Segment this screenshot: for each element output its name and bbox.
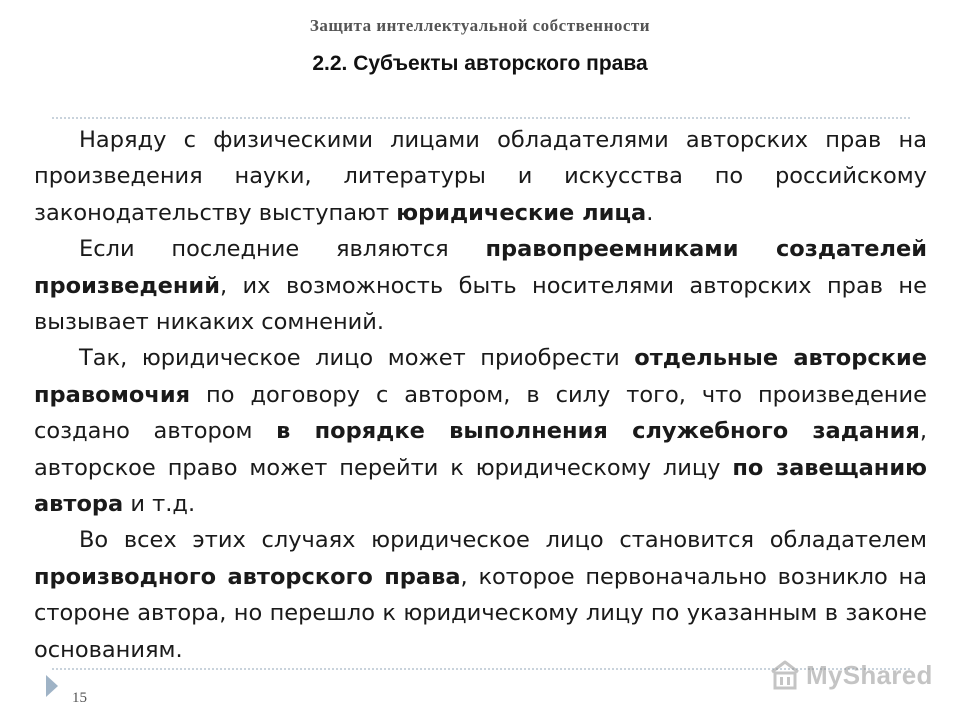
paragraph-3 <box>34 340 927 522</box>
watermark <box>768 658 933 692</box>
paragraph-1 <box>34 122 927 231</box>
paragraph-3-text-2: по договору с автором, в силу того, что произведение создано автором <box>34 381 927 445</box>
paragraph-4 <box>34 522 927 668</box>
paragraph-3-bold-2: в порядке выполнения служебного задания <box>276 418 920 445</box>
paragraph-1-text-2: . <box>646 199 654 226</box>
course-title: Защита интеллектуальной собственности <box>309 16 651 35</box>
myshared-logo-icon <box>768 658 802 692</box>
paragraph-2-text-1: Если последние являются <box>79 236 486 263</box>
top-divider <box>52 117 910 119</box>
paragraph-3-text-1: Так, юридическое лицо может приобрести <box>79 345 635 372</box>
paragraph-2-bold-1: правопреемниками создателей произведений <box>34 236 927 299</box>
triangle-right-icon <box>46 675 58 697</box>
paragraph-4-text-1: Во всех этих случаях юридическое лицо становится обладателем <box>79 527 927 554</box>
paragraph-1-bold-1: юридические лица <box>396 199 647 226</box>
slide-title: 2.2. Субъекты авторского права <box>312 52 648 75</box>
watermark-text: MyShared <box>806 659 933 690</box>
slide-body <box>34 122 927 668</box>
paragraph-3-text-3: , авторское право может перейти к юридическому лицу <box>34 418 927 481</box>
paragraph-1-text-1: Наряду с физическими лицами обладателями авторских прав на произведения науки, литературы и искусства по российскому законодательству выступают <box>34 127 927 226</box>
paragraph-2-text-2: , их возможность быть носителями авторских прав не вызывает никаких сомнений. <box>34 272 927 336</box>
paragraph-3-bold-1: отдельные авторские правомочия <box>34 345 927 408</box>
paragraph-4-bold-1: производного авторского права <box>34 563 461 590</box>
paragraph-2 <box>34 231 927 340</box>
page-number: 15 <box>72 690 87 706</box>
paragraph-3-bold-3: по завещанию автора <box>34 454 927 518</box>
paragraph-3-text-4: и т.д. <box>123 491 196 518</box>
paragraph-4-text-2: , которое первоначально возникло на стороне автора, но перешло к юридическому лицу по указанным в законе основаниям. <box>34 563 928 663</box>
